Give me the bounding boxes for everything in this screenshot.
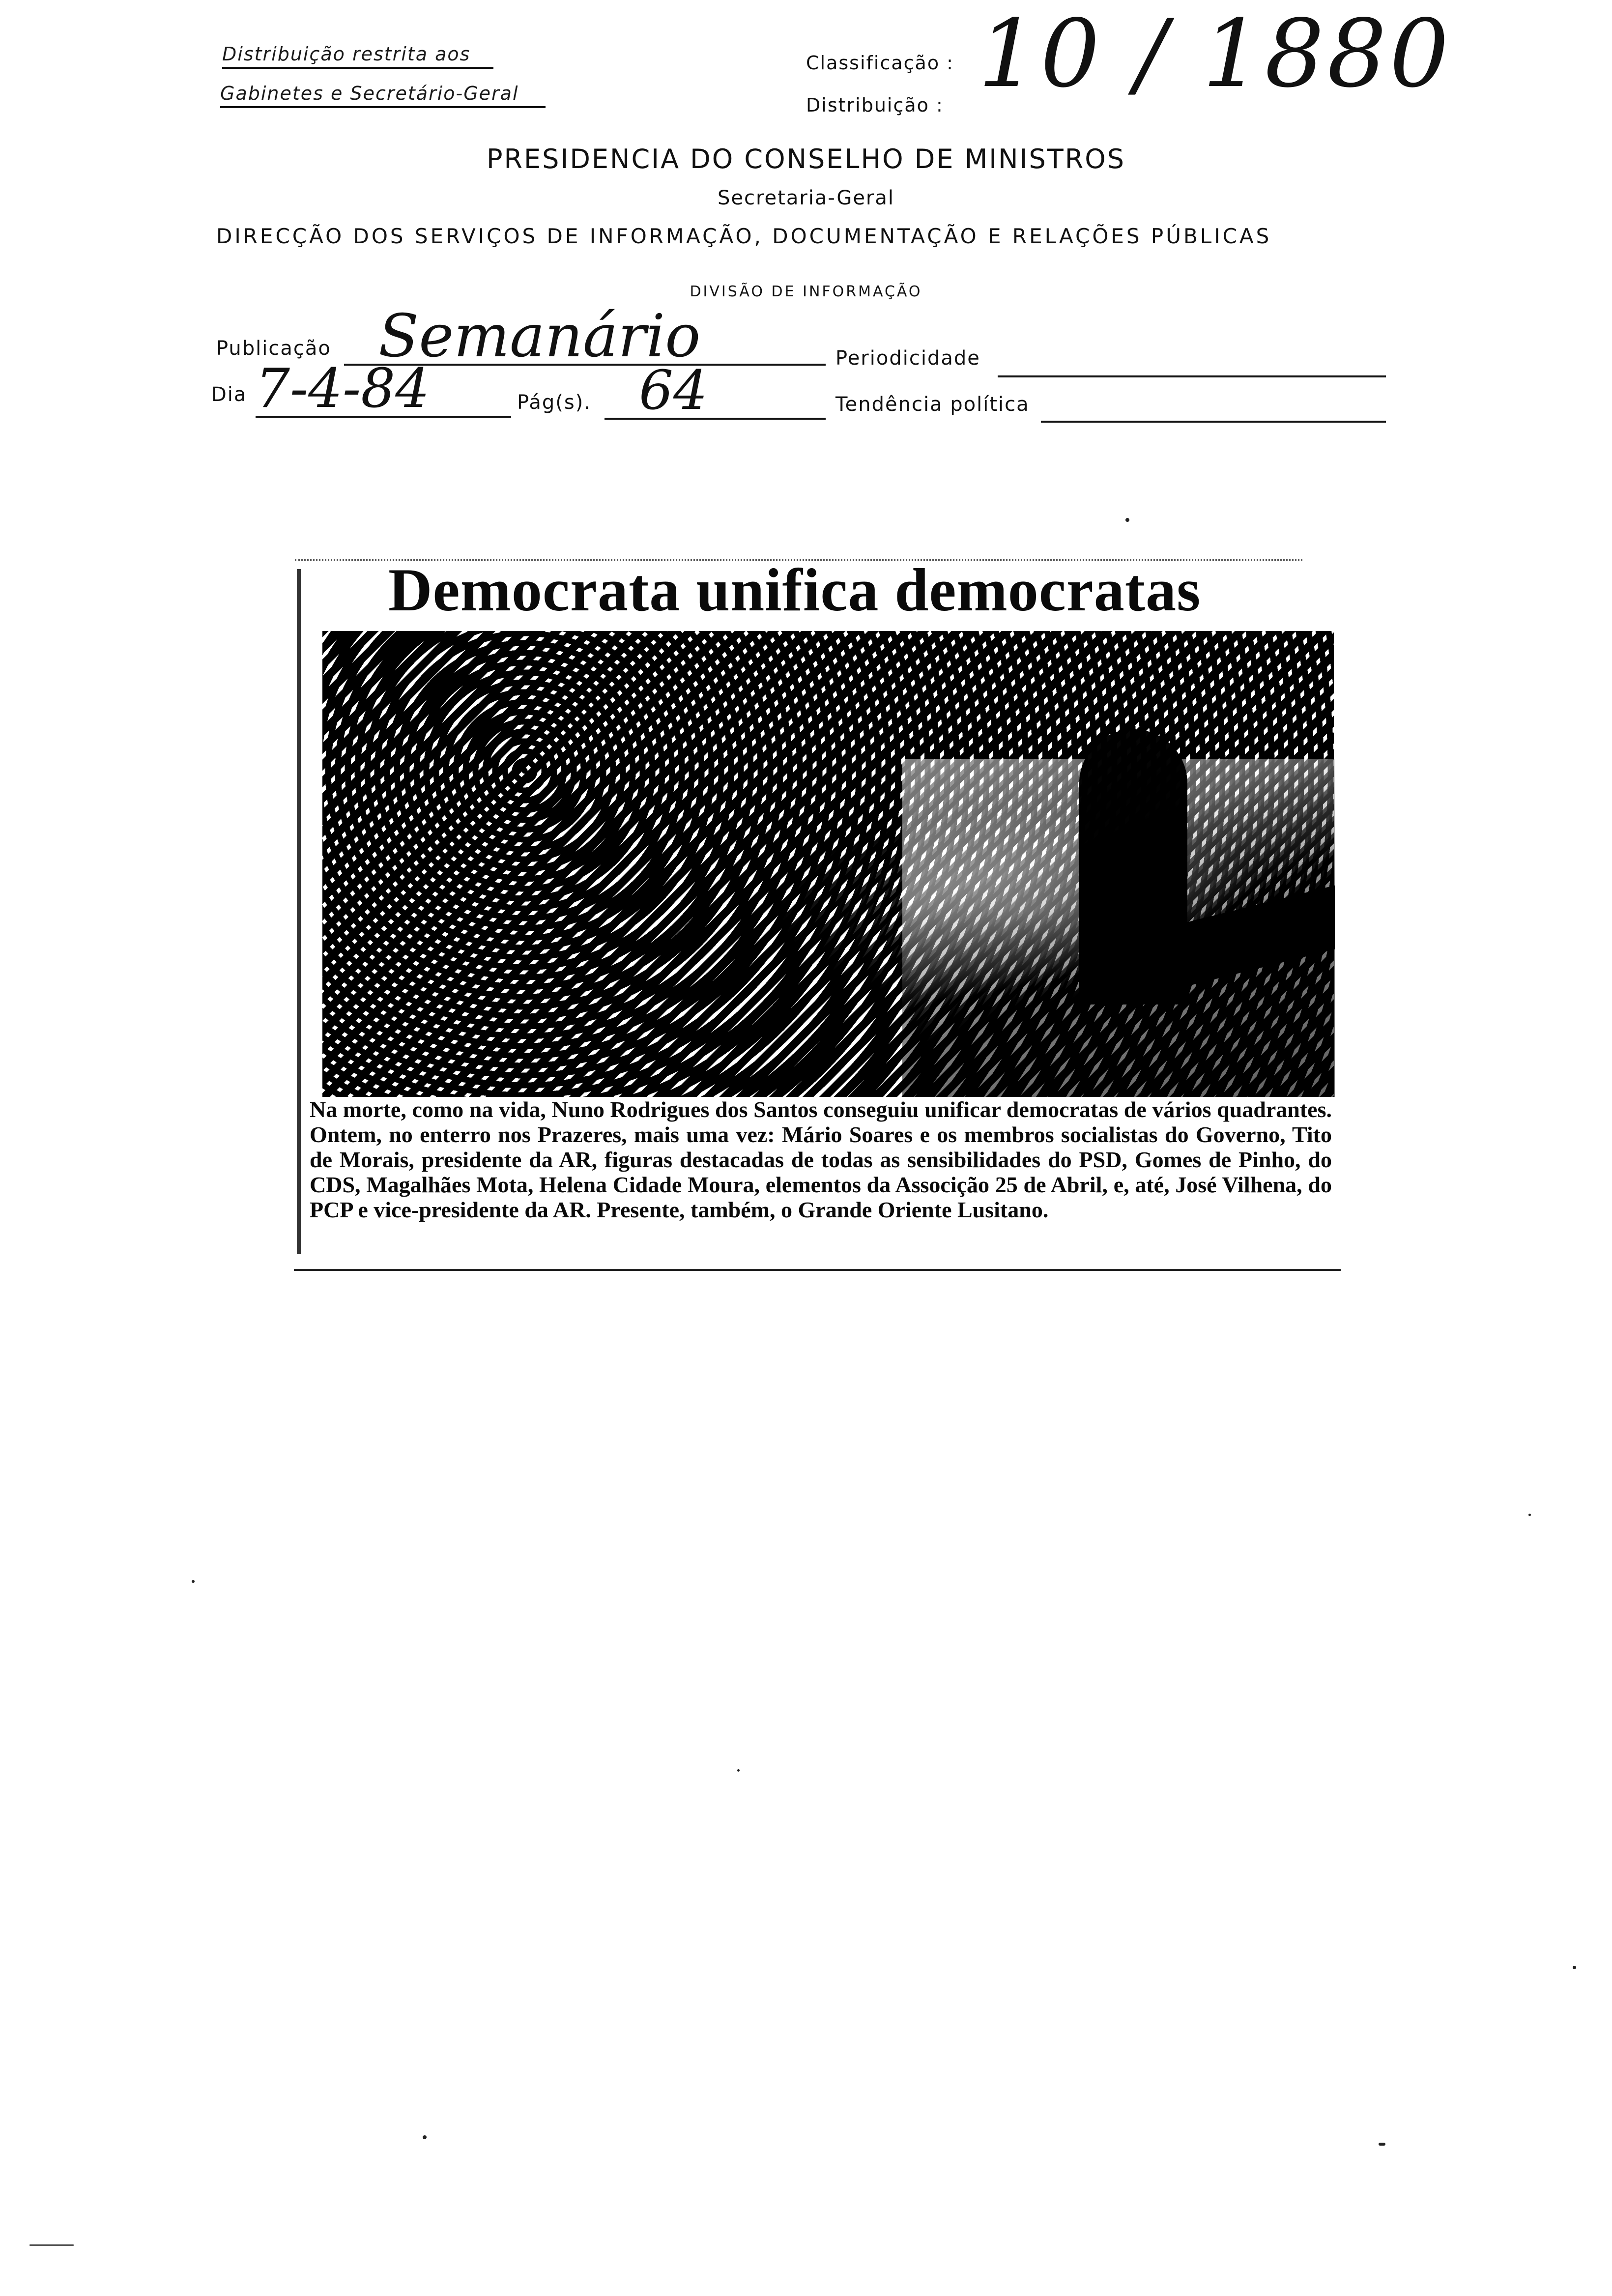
pages-underline xyxy=(604,418,826,420)
pages-label: Pág(s). xyxy=(517,391,591,414)
periodicity-label: Periodicidade xyxy=(835,347,980,370)
directorate-label: DIRECÇÃO DOS SERVIÇOS DE INFORMAÇÃO, DOCUMENTAÇÃO E RELAÇÕES PÚBLICAS xyxy=(216,224,1272,248)
day-handwritten-value: 7-4-84 xyxy=(256,357,430,420)
classification-handwritten-number: 10 / 1880 xyxy=(978,0,1452,108)
division-label: DIVISÃO DE INFORMAÇÃO xyxy=(690,283,922,300)
secretariat-label: Secretaria-Geral xyxy=(717,187,894,209)
scan-speck xyxy=(737,1769,740,1772)
periodicity-underline xyxy=(998,375,1386,377)
political-tendency-underline xyxy=(1041,421,1386,423)
scan-speck xyxy=(1125,518,1129,522)
political-tendency-label: Tendência política xyxy=(835,393,1030,416)
classification-label: Classificação : xyxy=(806,52,954,74)
clipping-bottom-edge xyxy=(294,1269,1341,1271)
scan-speck xyxy=(192,1580,195,1583)
distribution-restriction-line1: Distribuição restrita aos xyxy=(222,43,493,69)
scan-speck xyxy=(29,2244,74,2246)
day-label: Dia xyxy=(211,383,247,406)
pages-handwritten-value: 64 xyxy=(639,359,708,422)
scan-speck xyxy=(1573,1966,1576,1969)
scan-speck xyxy=(1528,1514,1531,1516)
funeral-crowd-photo xyxy=(322,631,1334,1097)
clipping-caption: Na morte, como na vida, Nuno Rodrigues dos Santos conseguiu unificar democratas de vários quadrantes. Ontem, no enterro nos Prazeres, mais uma vez: Mário Soares e os membros socialistas do Governo, Tito de Morais, presidente da AR, figuras destacadas de todas as sensibilidades do PSD, Gomes de Pinho, do CDS, Magalhães Mota, Helena Cidade Moura, elementos da Associção 25 de Abril, e, até, José Vilhena, do PCP e vice-presidente da AR. Presente, também, o Grande Oriente Lusitano. xyxy=(310,1097,1332,1222)
publication-label: Publicação xyxy=(216,337,331,360)
distribution-label: Distribuição : xyxy=(806,94,944,116)
publication-handwritten-value: Semanário xyxy=(378,302,701,371)
clipping-headline: Democrata unifica democratas xyxy=(388,556,1201,624)
scan-speck xyxy=(423,2135,427,2139)
scan-speck xyxy=(1379,2143,1385,2146)
distribution-restriction-line2: Gabinetes e Secretário-Geral xyxy=(220,83,546,108)
organization-title: PRESIDENCIA DO CONSELHO DE MINISTROS xyxy=(486,144,1126,174)
clipping-left-edge xyxy=(297,569,301,1254)
